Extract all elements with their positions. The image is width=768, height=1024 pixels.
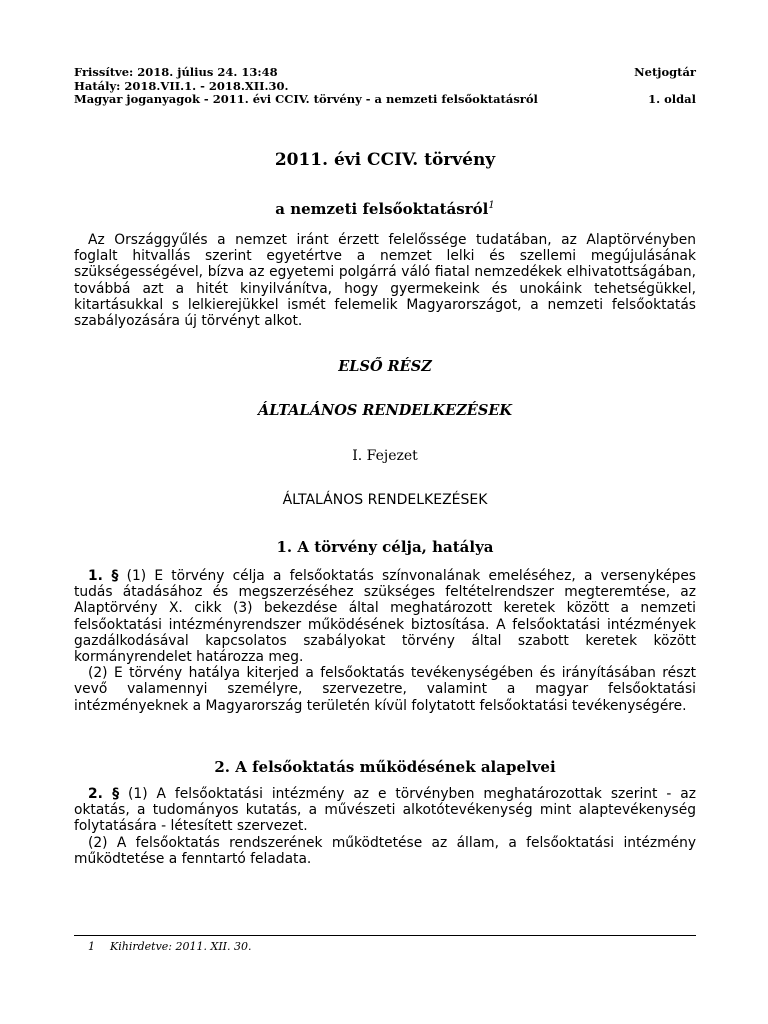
section-1-para-2: (2) E törvény hatálya kiterjed a felsőoktatás tevékenységében és irányításában részt vevő valamennyi személyre, szervezetre, valamint a magyar felsőoktatási intézményeknek a Magyarország területén kívül folytatott felsőoktatási tevékenységére.: [74, 665, 696, 714]
law-subtitle: [74, 200, 696, 218]
footnote-text: Kihirdetve: 2011. XII. 30.: [110, 940, 252, 953]
law-subtitle-text: a nemzeti felsőoktatásról: [275, 200, 489, 218]
section-1-para-1: [74, 568, 696, 665]
section-number-1: 1. §: [88, 568, 119, 584]
section-2-para-2: (2) A felsőoktatás rendszerének működtetése az állam, a felsőoktatási intézmény működtetése a fenntartó feladata.: [74, 834, 696, 867]
part-heading: ELSŐ RÉSZ: [338, 358, 432, 375]
section-number-2: 2. §: [88, 786, 120, 802]
page-number: 1. oldal: [648, 92, 696, 106]
updated-date: Frissítve: 2018. július 24. 13:48: [74, 65, 278, 79]
source-name: Netjogtár: [634, 65, 696, 79]
document-reference: Magyar joganyagok - 2011. évi CCIV. törvény - a nemzeti felsőoktatásról: [74, 92, 538, 106]
part-title: ÁLTALÁNOS RENDELKEZÉSEK: [258, 402, 512, 419]
section-2-body: [74, 786, 696, 867]
chapter-heading: I. Fejezet: [352, 448, 418, 464]
effect-date: Hatály: 2018.VII.1. - 2018.XII.30.: [74, 78, 289, 93]
section-title-1: 1. A törvény célja, hatálya: [276, 538, 494, 556]
footnote: [88, 940, 252, 953]
footnote-ref[interactable]: 1: [488, 200, 495, 211]
section-2-para-1: [74, 786, 696, 835]
section-title-2: 2. A felsőoktatás működésének alapelvei: [214, 758, 556, 776]
preamble: [74, 232, 696, 329]
law-title: 2011. évi CCIV. törvény: [274, 150, 496, 170]
section-1-body: [74, 568, 696, 714]
section-2-para-1-text: (1) A felsőoktatási intézmény az e törvényben meghatározottak szerint - az oktatás, a tudományos kutatás, a művészeti alkotótevékenység mint alaptevékenység folytatására - létesített szervezet.: [74, 786, 696, 835]
chapter-title: ÁLTALÁNOS RENDELKEZÉSEK: [282, 492, 488, 508]
section-1-para-1-text: (1) E törvény célja a felsőoktatás színvonalának emeléséhez, a versenyképes tudás átadásához és megszerzéséhez szükséges feltételrendszer megteremtése, az Alaptörvény X. cikk (3) bekezdése által meghatározott keretek között a nemzeti felsőoktatási intézményrendszer működésének biztosítása. A felsőoktatási intézmények gazdálkodásával kapcsolatos szabályokat törvény által szabott keretek között kormányrendelet határozza meg.: [74, 568, 697, 666]
footnote-number: 1: [88, 940, 95, 953]
page-header: [74, 66, 696, 107]
preamble-text: Az Országgyűlés a nemzet iránt érzett felelőssége tudatában, az Alaptörvényben foglalt hitvallás szerint egyetértve a nemzet lelki és szellemi megújulásának szükségességével, bízva az egyetemi polgárrá váló fiatal nemzedékek elhivatottságában, továbbá azt a hitét kinyilvánítva, hogy gyermekeink és unokáink tehetségükkel, kitartásukkal s lelkierejükkel ismét felemelik Magyarországot, a nemzeti felsőoktatás szabályozására új törvényt alkot.: [74, 232, 696, 330]
footnote-divider: [74, 935, 696, 936]
